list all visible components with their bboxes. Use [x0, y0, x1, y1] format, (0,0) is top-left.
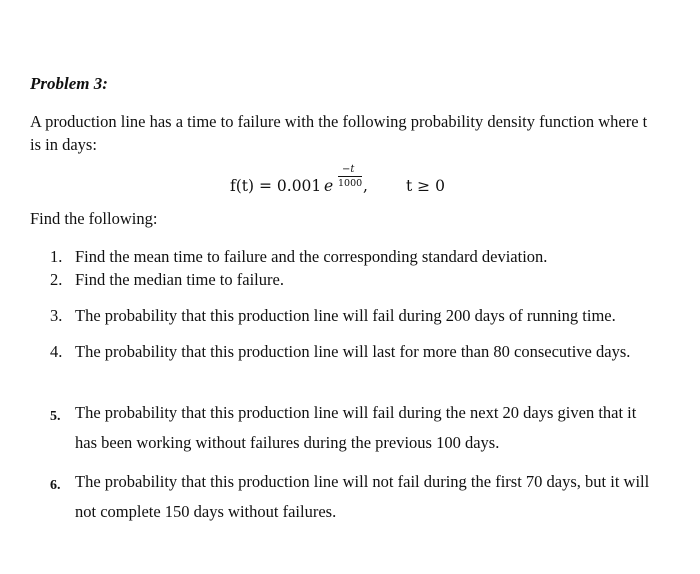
problem-heading: Problem 3: — [30, 74, 108, 93]
list-item-text: The probability that this production line will fail during 200 days of running time. — [75, 306, 616, 325]
list-item-number: 3. — [50, 306, 63, 325]
list-item-number: 2. — [50, 270, 63, 289]
formula-comma: , — [363, 177, 368, 195]
formula-base: e — [324, 177, 334, 195]
list-item-text: The probability that this production line will fail during the next 20 days given that it has been working without failures during the previous 100 days. — [75, 403, 637, 452]
problem-intro: A production line has a time to failure with the following probability density function where t is in days: — [30, 112, 648, 154]
list-item-text: Find the mean time to failure and the corresponding standard deviation. — [75, 247, 548, 266]
formula-exponent-numerator: −t — [342, 164, 355, 175]
list-item-text: The probability that this production line will last for more than 80 consecutive days. — [75, 342, 631, 361]
formula-fraction-bar — [338, 176, 362, 177]
formula-condition: t ≥ 0 — [406, 177, 445, 195]
list-item-number: 4. — [50, 342, 63, 361]
find-label: Find the following: — [30, 209, 158, 228]
list-item-number: 1. — [50, 247, 63, 266]
formula-exponent-denominator: 1000 — [338, 178, 363, 189]
formula-lhs: f(t) = 0.001 — [230, 177, 322, 195]
list-item-text: Find the median time to failure. — [75, 270, 284, 289]
list-item-text: The probability that this production line will not fail during the first 70 days, but it will not complete 150 days without failures. — [75, 472, 650, 521]
list-item-number: 5. — [50, 409, 61, 424]
list-item-number: 6. — [50, 478, 61, 493]
